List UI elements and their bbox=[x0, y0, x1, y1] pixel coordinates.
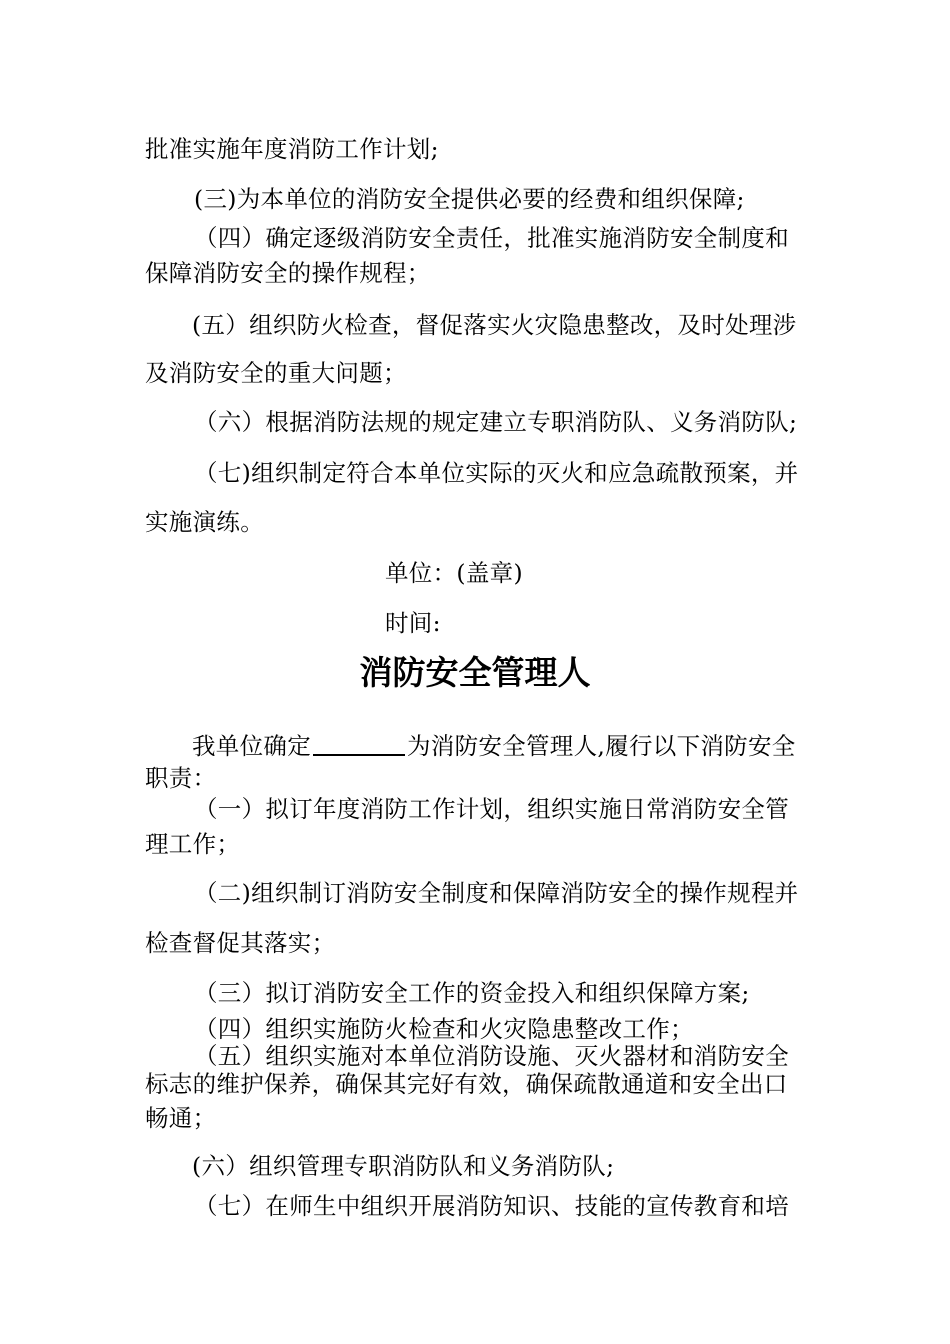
paragraph-line: （六）根据消防法规的规定建立专职消防队、义务消防队; bbox=[194, 408, 798, 436]
paragraph-line: （四）确定逐级消防安全责任，批准实施消防安全制度和 bbox=[194, 224, 789, 252]
paragraph-line: （一）拟订年度消防工作计划，组织实施日常消防安全管 bbox=[194, 795, 789, 823]
paragraph-line: 检查督促其落实； bbox=[145, 929, 336, 957]
intro-text-before-blank: 我单位确定 bbox=[192, 732, 311, 760]
paragraph-line: 及消防安全的重大问题； bbox=[145, 359, 407, 387]
paragraph-line: （七)组织制定符合本单位实际的灭火和应急疏散预案，并 bbox=[194, 459, 799, 487]
intro-text-after-blank: 为消防安全管理人,履行以下消防安全 bbox=[407, 732, 796, 760]
paragraph-line: (三)为本单位的消防安全提供必要的经费和组织保障; bbox=[194, 185, 745, 213]
paragraph-line: (五）组织防火检查，督促落实火灾隐患整改，及时处理涉 bbox=[192, 311, 797, 339]
paragraph-line: 批准实施年度消防工作计划; bbox=[145, 135, 439, 163]
paragraph-line: 畅通； bbox=[145, 1104, 217, 1132]
unit-seal-label: 单位：(盖章) bbox=[385, 559, 523, 587]
intro-line bbox=[192, 731, 796, 761]
paragraph-line: （三）拟订消防安全工作的资金投入和组织保障方案; bbox=[194, 979, 750, 1007]
paragraph-line: （二)组织制订消防安全制度和保障消防安全的操作规程并 bbox=[194, 879, 799, 907]
name-blank-underline bbox=[313, 732, 405, 756]
paragraph-line: （五）组织实施对本单位消防设施、灭火器材和消防安全 bbox=[194, 1042, 789, 1070]
section-title: 消防安全管理人 bbox=[359, 653, 591, 692]
paragraph-line: 职责： bbox=[145, 764, 217, 792]
paragraph-line: 实施演练。 bbox=[145, 508, 264, 536]
paragraph-line: （四）组织实施防火检查和火灾隐患整改工作； bbox=[194, 1015, 694, 1043]
paragraph-line: （七）在师生中组织开展消防知识、技能的宣传教育和培 bbox=[194, 1192, 789, 1220]
paragraph-line: 理工作； bbox=[145, 830, 241, 858]
paragraph-line: 标志的维护保养，确保其完好有效，确保疏散通道和安全出口 bbox=[145, 1070, 788, 1098]
paragraph-line: 保障消防安全的操作规程； bbox=[145, 259, 431, 287]
time-label: 时间: bbox=[385, 609, 441, 637]
paragraph-line: (六）组织管理专职消防队和义务消防队; bbox=[192, 1152, 615, 1180]
